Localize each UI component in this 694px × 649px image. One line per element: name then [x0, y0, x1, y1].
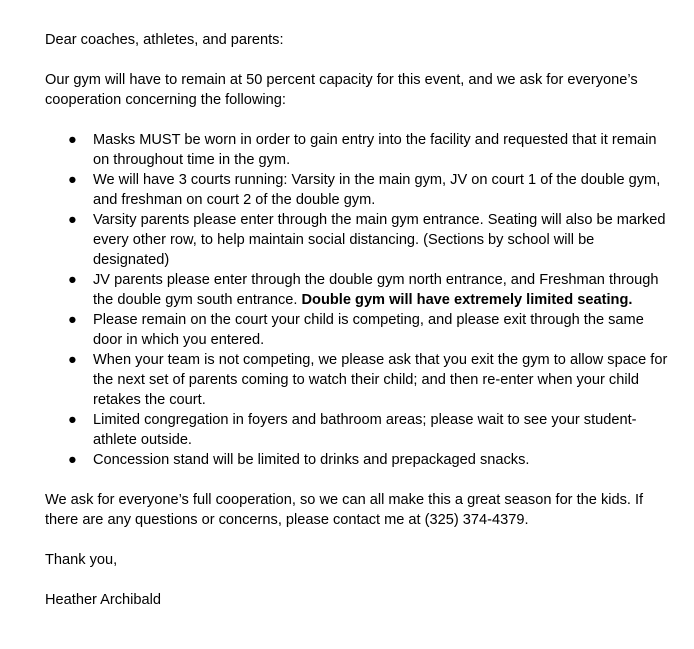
- list-item: [45, 130, 674, 170]
- salutation: Dear coaches, athletes, and parents:: [45, 32, 284, 48]
- list-item: [45, 410, 674, 450]
- list-item: [45, 350, 674, 410]
- intro-paragraph: Our gym will have to remain at 50 percent capacity for this event, and we ask for everyone’s cooperation concerning the following:: [45, 72, 638, 108]
- list-item: [45, 310, 674, 350]
- bullet-icon: ●: [68, 412, 77, 428]
- list-item-text: When your team is not competing, we please ask that you exit the gym to allow space for the next set of parents coming to watch their child; and then re-enter when your child retakes the court.: [93, 352, 668, 408]
- bullet-icon: ●: [68, 172, 77, 188]
- list-item: [45, 270, 674, 310]
- bullet-icon: ●: [68, 352, 77, 368]
- list-item-text: We will have 3 courts running: Varsity in the main gym, JV on court 1 of the double gym, and freshman on court 2 of the double gym.: [93, 172, 661, 208]
- list-item-text: Please remain on the court your child is competing, and please exit through the same door in which you entered.: [93, 312, 644, 348]
- closing-paragraph: We ask for everyone’s full cooperation, so we can all make this a great season for the kids. If there are any questions or concerns, please contact me at (325) 374-4379.: [45, 492, 644, 528]
- list-item-text: Concession stand will be limited to drinks and prepackaged snacks.: [93, 452, 530, 468]
- bullet-icon: ●: [68, 132, 77, 148]
- list-item: [45, 210, 674, 270]
- signature-name: Heather Archibald: [45, 592, 162, 608]
- guidelines-list: [45, 130, 674, 470]
- list-item-text: Masks MUST be worn in order to gain entry into the facility and requested that it remain on throughout time in the gym.: [93, 132, 657, 168]
- list-item-text: JV parents please enter through the double gym north entrance, and Freshman through the double gym south entrance.: [93, 272, 659, 308]
- list-item: [45, 450, 674, 470]
- bullet-icon: ●: [68, 452, 77, 468]
- signoff: Thank you,: [45, 552, 118, 568]
- bullet-icon: ●: [68, 312, 77, 328]
- list-item-text: Limited congregation in foyers and bathroom areas; please wait to see your student-athlete outside.: [93, 412, 637, 448]
- bullet-icon: ●: [68, 212, 77, 228]
- list-item-bold-text: Double gym will have extremely limited seating.: [301, 292, 633, 308]
- list-item-text: Varsity parents please enter through the main gym entrance. Seating will also be marked every other row, to help maintain social distancing. (Sections by school will be designated): [93, 212, 666, 268]
- list-item: [45, 170, 674, 210]
- bullet-icon: ●: [68, 272, 77, 288]
